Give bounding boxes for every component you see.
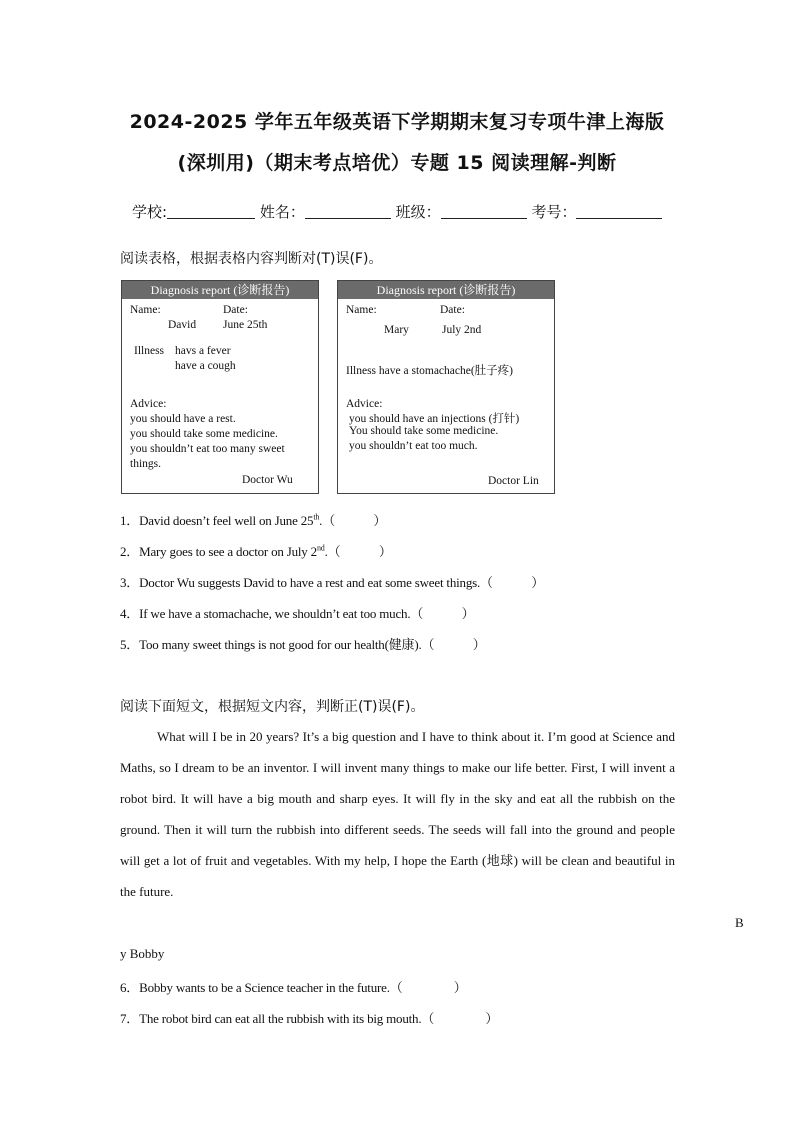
name-label: 姓名： [259,203,305,221]
advice-item: you shouldn’t eat too many sweet [130,443,285,455]
card-header: Diagnosis report (诊断报告) [338,281,554,299]
illness-item: have a cough [175,360,236,372]
date-label: Date: [440,304,465,316]
question-6: 6．Bobby wants to be a Science teacher in the future.（ ） [120,980,467,995]
reading-passage: What will I be in 20 years? It’s a big question and I have to think about it. I’m good at Science and Maths, so I dream to be an inventor. I will invent many things to make our life better. First, I will invent a robot bird. It will have a big mouth and sharp eyes. It will fly in the sky and eat all the rubbish on the ground. Then it will turn the rubbish into different seeds. The seeds will fall into the ground and people will get a lot of fruit and vegetables. With my help, I hope the Earth (地球) will be clean and beautiful in the future. [120,729,675,899]
advice-item: you should take some medicine. [130,428,278,440]
patient-name: Mary [384,324,409,336]
question-7: 7．The robot bird can eat all the rubbish with its big mouth.（ ） [120,1011,499,1026]
question-2: 2．Mary goes to see a doctor on July 2nd.（ ） [120,543,392,559]
name-label: Name: [346,304,377,316]
section2-instruction: 阅读下面短文，根据短文内容，判断正(T)误(F)。 [120,699,425,715]
question-4: 4．If we have a stomachache, we shouldn’t eat too much.（ ） [120,606,475,621]
exam-number-label: 考号： [531,203,577,221]
school-label: 学校: [132,203,168,221]
patient-name: David [168,319,197,331]
exam-number-blank[interactable] [576,204,662,219]
name-label: Name: [130,304,161,316]
question-5: 5．Too many sweet things is not good for our health(健康).（ ） [120,637,486,652]
author-signature: y Bobby [120,946,165,961]
question-1: 1．David doesn’t feel well on June 25th.（ ） [120,512,387,528]
card-header: Diagnosis report (诊断报告) [122,281,318,299]
page-title-line2: (深圳用)（期末考点培优）专题 15 阅读理解-判断 [177,152,617,174]
class-label: 班级： [395,203,441,221]
advice-item: you should have a rest. [130,413,236,425]
section1-instruction: 阅读表格，根据表格内容判断对(T)误(F)。 [120,251,383,267]
author-signature-b: B [735,915,744,930]
student-info-fields [132,201,662,222]
visit-date: July 2nd [442,324,482,336]
illness-line: Illness have a stomachache(肚子疼) [346,365,514,377]
advice-item: you should have an injections (打针) [349,413,520,425]
advice-label: Advice: [346,398,383,410]
page-title-line1: 2024-2025 学年五年级英语下学期期末复习专项牛津上海版 [129,111,665,133]
advice-item: you shouldn’t eat too much. [349,440,478,452]
advice-label: Advice: [130,398,167,410]
class-blank[interactable] [441,204,527,219]
illness-label: Illness [134,345,165,357]
name-blank[interactable] [305,204,391,219]
question-3: 3．Doctor Wu suggests David to have a rest and eat some sweet things.（ ） [120,575,545,590]
advice-item: You should take some medicine. [349,425,499,437]
diagnosis-card-david [121,280,319,494]
visit-date: June 25th [223,319,268,331]
doctor-signature: Doctor Wu [242,474,293,486]
date-label: Date: [223,304,248,316]
advice-item: things. [130,458,161,470]
school-blank[interactable] [167,204,255,219]
doctor-signature: Doctor Lin [488,475,539,487]
diagnosis-card-mary [337,280,555,494]
illness-item: havs a fever [175,345,231,357]
